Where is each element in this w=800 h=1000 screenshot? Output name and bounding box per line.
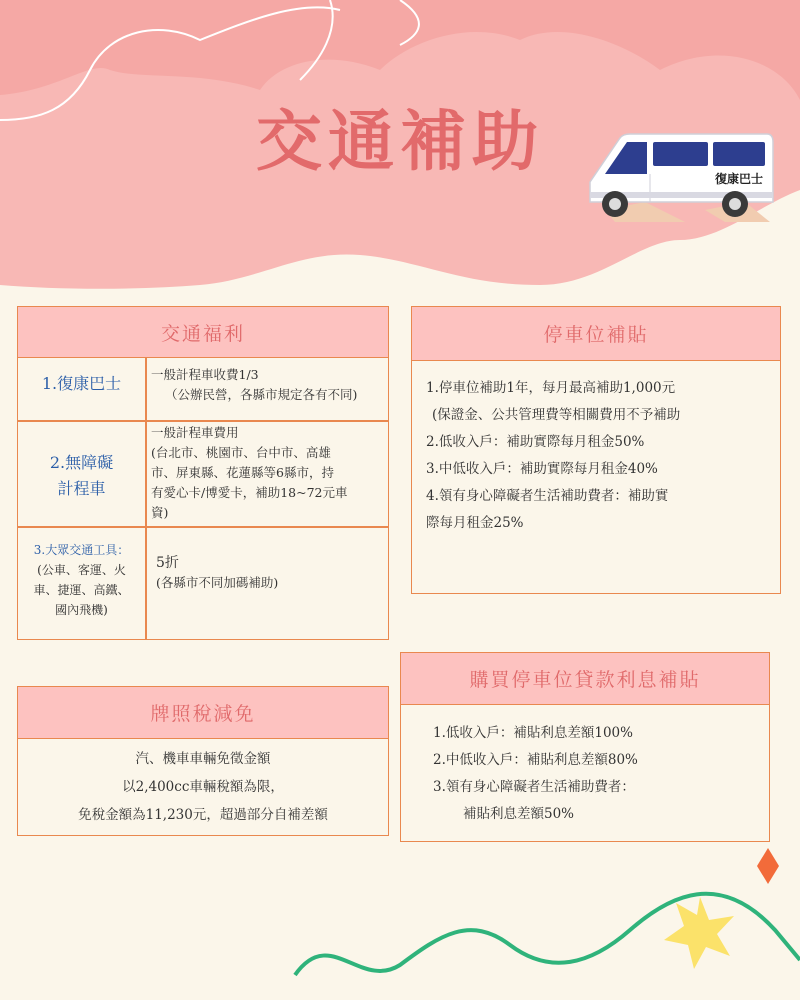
welfare-row-detail: 5折 (各縣市不同加碼補助) <box>156 555 279 590</box>
parking-subsidy-box <box>411 306 781 594</box>
van-label: 復康巴士 <box>715 172 764 186</box>
welfare-row-label: 3.大眾交通工具： (公車、客運、火 車、捷運、高鐵、 國內飛機) <box>33 543 130 617</box>
license-tax-box <box>17 686 389 836</box>
transport-welfare-box <box>17 306 389 640</box>
parking-loan-box <box>400 652 770 842</box>
welfare-row-label: 2.無障礙 計程車 <box>49 453 114 498</box>
parking-loan-header: 購買停車位貸款利息補貼 <box>401 653 769 705</box>
license-tax-header: 牌照稅減免 <box>18 687 388 739</box>
parking-subsidy-list: 1.停車位補助1年，每月最高補助1,000元 (保證金、公共管理費等相關費用不予補助 2.低收入戶：補助實際每月租金50% 3.中低收入戶：補助實際每月租金40% 4.領有身心障礙者生活補助費者：補助實 際每月租金25% <box>426 380 681 531</box>
welfare-row-label: 1.復康巴士 <box>41 374 122 393</box>
transport-welfare-header: 交通福利 <box>18 307 388 358</box>
parking-loan-list: 1.低收入戶：補貼利息差額100% 2.中低收入戶：補貼利息差額80% 3.領有身心障礙者生活補助費者： 補貼利息差額50% <box>433 725 638 822</box>
license-tax-list: 汽、機車車輛免徵金額 以2,400cc車輛稅額為限， 免稅金額為11,230元，超過部分自補差額 <box>78 751 328 823</box>
welfare-row-detail: 一般計程車收費1/3 （公辦民營，各縣市規定各有不同) <box>151 367 358 402</box>
welfare-row-detail: 一般計程車費用 (台北市、桃園市、台中市、高雄 市、屏東縣、花蓮縣等6縣市，持 有愛心卡/博愛卡，補助18~72元車 資) <box>151 425 348 520</box>
parking-subsidy-header: 停車位補貼 <box>412 307 780 361</box>
page-title: 交通補助 <box>256 103 544 180</box>
